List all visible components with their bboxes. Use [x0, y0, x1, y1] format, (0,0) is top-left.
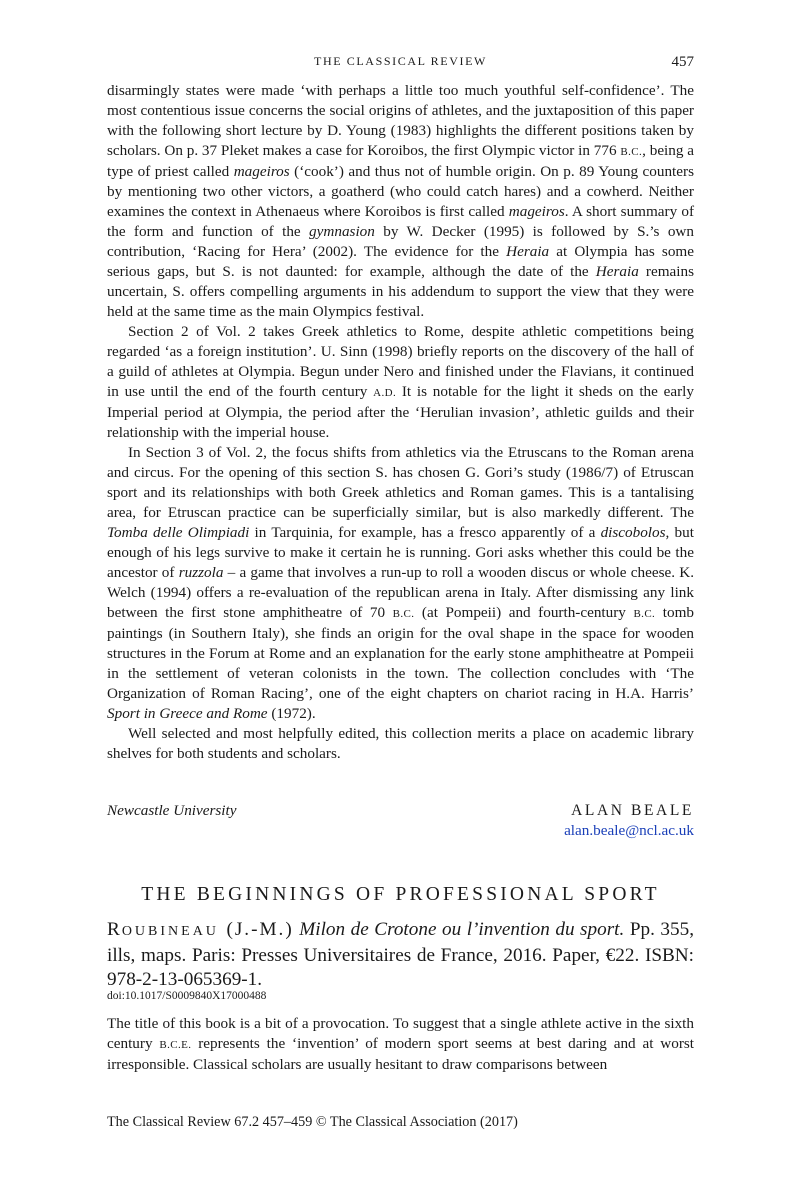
journal-footer: The Classical Review 67.2 457–459 © The Classical Association (2017)	[107, 1114, 518, 1130]
era-abbrev: B.C.E.	[159, 1039, 192, 1051]
text-run: (‘cook’) and thus not of humble origin. On p. 89 Young counters by mentioning two other victors, a goatherd (who could catch hares) and a cowherd. Neither examines the context in Athenaeus where Koroibos is first called	[107, 163, 694, 220]
paragraph-4: Well selected and most helpfully edited, this collection merits a place on academic library shelves for both students and scholars.	[107, 725, 694, 762]
text-run: , but enough of his legs survive to make it certain he is running. Gori asks whether this could be the ancestor of	[107, 524, 694, 581]
text-run: disarmingly states were made ‘with perhaps a little too much youthful self-confidence’. The most contentious issue concerns the social origins of athletes, and the juxtaposition of this paper with the following short lecture by D. Young (1983) highlights the different positions taken by scholars. On p. 37 Pleket makes a case for Koroibos, the first Olympic victor in 776	[107, 82, 694, 159]
paragraph-3	[107, 443, 694, 724]
italic-term: Sport in Greece and Rome	[107, 705, 268, 722]
reviewer-email-link[interactable]: alan.beale@ncl.ac.uk	[564, 822, 694, 839]
running-head	[107, 54, 694, 69]
era-abbrev: A.D.	[373, 387, 397, 399]
italic-term: mageiros	[233, 163, 290, 180]
era-abbrev: B.C.	[392, 608, 415, 620]
section-title: THE BEGINNINGS OF PROFESSIONAL SPORT	[141, 884, 660, 905]
doi: doi:10.1017/S0009840X17000488	[107, 990, 267, 1002]
text-run: remains uncertain, S. offers compelling arguments in his addendum to support the view that they were held at the same time as the main Olympics festival.	[107, 263, 694, 320]
era-abbrev: B.C.	[633, 608, 656, 620]
author-initial: R	[107, 919, 122, 940]
book-title: Milon de Crotone ou l’invention du sport.	[299, 919, 625, 940]
italic-term: Heraia	[595, 263, 639, 280]
paragraph-1	[107, 1014, 694, 1075]
reviewer-name: ALAN BEALE	[571, 802, 694, 819]
italic-term: Heraia	[506, 243, 550, 260]
text-run: – a game that involves a run-up to roll a wooden discus or whole cheese. K. Welch (1994) offers a re-evaluation of the republican arena in Italy. After dismissing any link between the first stone amphitheatre of 70	[107, 564, 694, 621]
author-given-initials: (J.-M.)	[226, 919, 294, 940]
italic-term: ruzzola	[178, 564, 224, 581]
page-number: 457	[671, 54, 694, 70]
text-run: The title of this book is a bit of a provocation. To suggest that a single athlete active in the sixth century	[107, 1015, 694, 1052]
text-run: (at Pompeii) and fourth-century	[414, 604, 634, 621]
review-2-body	[107, 1014, 694, 1075]
italic-term: discobolos	[600, 524, 666, 541]
book-author	[107, 919, 294, 940]
book-details: Pp. 355, ills, maps. Paris: Presses Universitaires de France, 2016. Paper, €22. ISBN: 978-2-13-065369-1.	[107, 919, 695, 990]
text-run: in Tarquinia, for example, has a fresco apparently of a	[249, 524, 601, 541]
text-run: It is notable for the light it sheds on the early Imperial period at Olympia, the period after the ‘Herulian invasion’, athletic guilds and their relationship with the imperial house.	[107, 383, 694, 441]
paragraph-1	[107, 81, 694, 322]
text-run: at Olympia has some serious gaps, but S. is not daunted: for example, although the date of the	[107, 243, 694, 280]
text-run: (1972).	[267, 705, 316, 722]
text-run: tomb paintings (in Southern Italy), she finds an origin for the oval shape in the space for wooden structures in the Forum at Rome and an explanation for the early stone amphitheatre at Pompeii in the settlement of veteran colonists in the town. The collection concludes with ‘The Organization of Roman Racing’, one of the eight chapters on chariot racing in H.A. Harris’	[107, 604, 694, 702]
italic-term: Tomba delle Olimpiadi	[107, 524, 250, 541]
italic-term: mageiros	[508, 203, 565, 220]
author-surname-rest: OUBINEAU	[121, 924, 219, 939]
text-run: , being a type of priest called	[107, 142, 695, 180]
text-run: by W. Decker (1995) is followed by S.’s own contribution, ‘Racing for Hera’ (2002). The evidence for the	[107, 223, 694, 260]
italic-term: gymnasion	[309, 223, 375, 240]
text-run: . A short summary of the form and function of the	[107, 203, 695, 240]
running-title: THE CLASSICAL REVIEW	[314, 54, 487, 68]
book-citation	[107, 918, 694, 992]
review-body	[107, 81, 694, 764]
reviewer-affiliation: Newcastle University	[107, 802, 237, 819]
text-run: Section 2 of Vol. 2 takes Greek athletics to Rome, despite athletic competitions being regarded ‘as a foreign institution’. U. Sinn (1998) briefly reports on the discovery of the hall of a guild of athletes at Olympia. Begun under Nero and finished under the Flavians, it continued in use until the end of the fourth century	[107, 323, 694, 400]
text-run: represents the ‘invention’ of modern sport seems at best daring and at worst irresponsible. Classical scholars are usually hesitant to draw comparisons between	[107, 1035, 695, 1073]
paragraph-2	[107, 322, 694, 443]
era-abbrev: B.C.	[620, 146, 643, 158]
text-run: In Section 3 of Vol. 2, the focus shifts from athletics via the Etruscans to the Roman arena and circus. For the opening of this section S. has chosen G. Gori’s study (1986/7) of Etruscan sport and its relationships with both Greek athletics and Roman games. This is a tantalising area, for Etruscan practice can be superficially similar, but is also markedly different. The	[107, 444, 694, 521]
